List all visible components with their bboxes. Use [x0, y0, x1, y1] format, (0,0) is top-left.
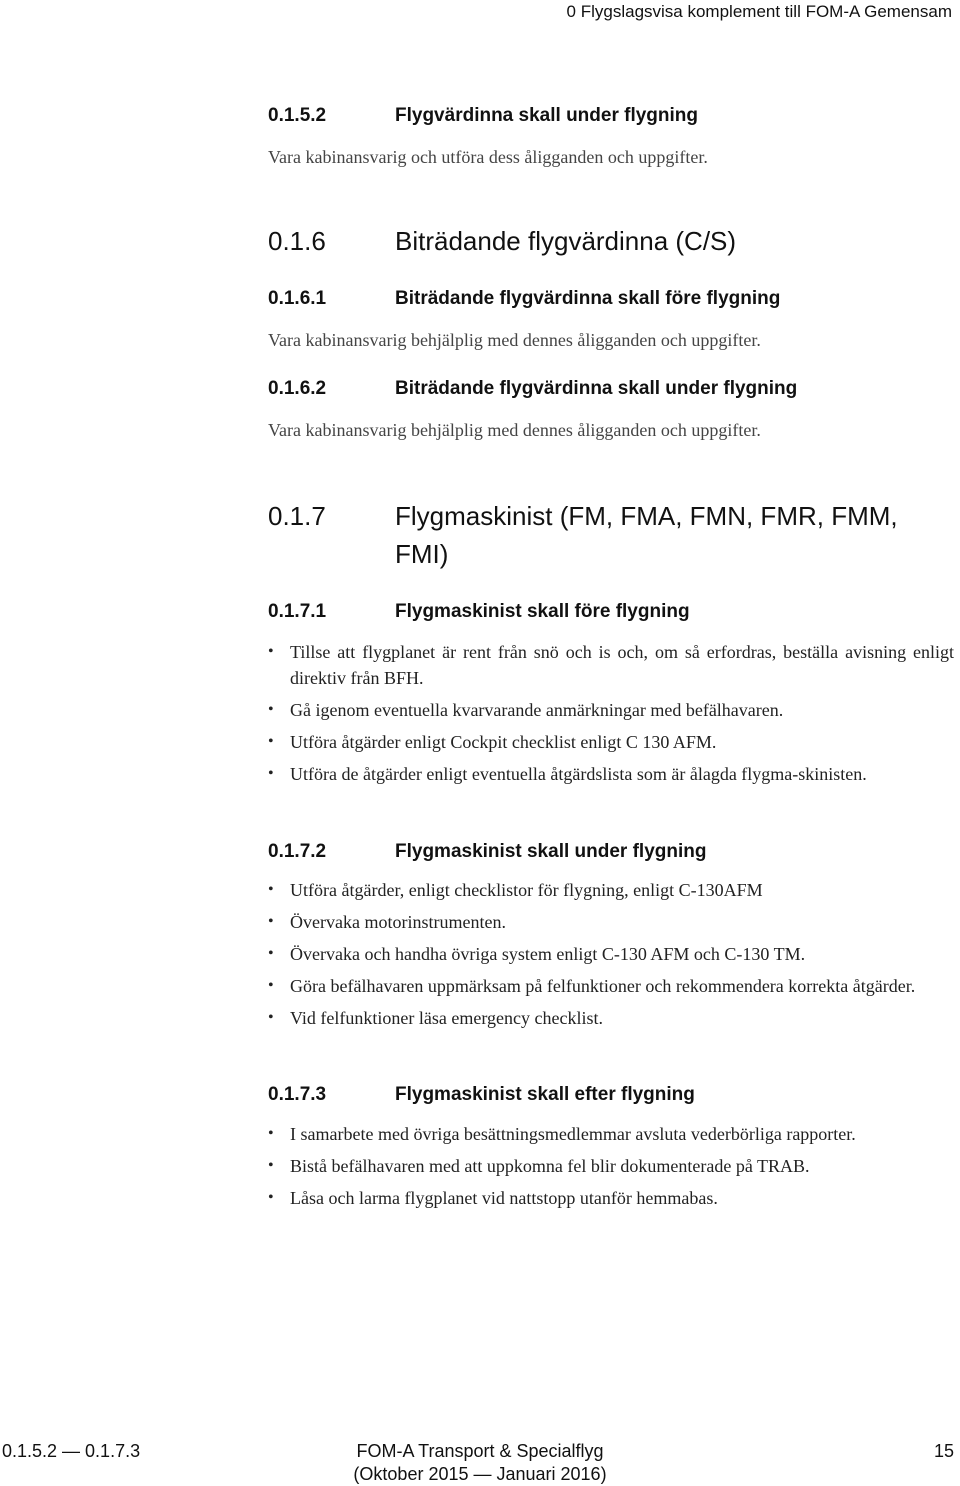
- section-title: Flygmaskinist skall efter flygning: [395, 1084, 695, 1105]
- bullet-icon: •: [268, 701, 274, 718]
- list-item: [268, 1121, 954, 1147]
- list-item-text: Låsa och larma flygplanet vid nattstopp utanför hemmabas.: [290, 1188, 718, 1208]
- bullet-icon: •: [268, 977, 274, 994]
- bullet-icon: •: [268, 1009, 274, 1026]
- list-item-text: Bistå befälhavaren med att uppkomna fel blir dokumenterade på TRAB.: [290, 1156, 810, 1176]
- chapter-title: Biträdande flygvärdinna (C/S): [395, 226, 737, 256]
- list-item: [268, 909, 954, 935]
- section-title: Biträdande flygvärdinna skall under flygning: [395, 378, 798, 399]
- list-item-text: Göra befälhavaren uppmärksam på felfunktioner och rekommendera korrekta åtgärder.: [290, 976, 916, 996]
- list-item: [268, 761, 954, 787]
- section-title: Flygmaskinist skall före flygning: [395, 601, 690, 622]
- section-text-0152: Vara kabinansvarig och utföra dess åligganden och uppgifter.: [268, 147, 708, 167]
- bullet-icon: •: [268, 945, 274, 962]
- chapter-title: Flygmaskinist (FM, FMA, FMN, FMR, FMM, FMI): [395, 501, 898, 569]
- bullet-list-0173: [268, 1121, 954, 1217]
- list-item-text: Gå igenom eventuella kvarvarande anmärkningar med befälhavaren.: [290, 700, 784, 720]
- section-text-0161: Vara kabinansvarig behjälplig med dennes åligganden och uppgifter.: [268, 330, 761, 350]
- running-header: 0 Flygslagsvisa komplement till FOM-A Gemensam: [566, 2, 952, 21]
- list-item: [268, 877, 954, 903]
- section-title: Biträdande flygvärdinna skall före flygning: [395, 288, 781, 309]
- list-item: [268, 941, 954, 967]
- bullet-icon: •: [268, 881, 274, 898]
- section-number: 0.1.6.2: [268, 378, 327, 399]
- list-item-text: Tillse att flygplanet är rent från snö och is och, om så erfordras, beställa avisning enligt direktiv från BFH.: [290, 642, 954, 688]
- list-item-text: I samarbete med övriga besättningsmedlemmar avsluta vederbörliga rapporter.: [290, 1124, 856, 1144]
- chapter-number: 0.1.6: [268, 226, 326, 256]
- bullet-icon: •: [268, 765, 274, 782]
- list-item: [268, 697, 954, 723]
- bullet-icon: •: [268, 1157, 274, 1174]
- chapter-number: 0.1.7: [268, 501, 326, 531]
- list-item-text: Utföra åtgärder enligt Cockpit checklist enligt C 130 AFM.: [290, 732, 717, 752]
- section-title: Flygmaskinist skall under flygning: [395, 841, 707, 862]
- bullet-list-0172: [268, 877, 954, 1037]
- list-item-text: Vid felfunktioner läsa emergency checklist.: [290, 1008, 603, 1028]
- list-item: [268, 1153, 954, 1179]
- section-text-0162: Vara kabinansvarig behjälplig med dennes åligganden och uppgifter.: [268, 420, 761, 440]
- section-number: 0.1.7.1: [268, 601, 327, 622]
- list-item: [268, 729, 954, 755]
- bullet-list-0171: [268, 639, 954, 793]
- footer-range: 0.1.5.2 — 0.1.7.3: [2, 1441, 141, 1461]
- section-number: 0.1.7.2: [268, 841, 327, 862]
- footer-doc-title: [280, 1440, 680, 1486]
- bullet-icon: •: [268, 1125, 274, 1142]
- section-number: 0.1.5.2: [268, 105, 327, 126]
- section-number: 0.1.7.3: [268, 1084, 327, 1105]
- list-item-text: Utföra åtgärder, enligt checklistor för flygning, enligt C-130AFM: [290, 880, 763, 900]
- page-number: 15: [933, 1441, 954, 1461]
- list-item: [268, 639, 954, 691]
- list-item: [268, 973, 954, 999]
- list-item-text: Utföra de åtgärder enligt eventuella åtgärdslista som är ålagda flygma-skinisten.: [290, 764, 867, 784]
- list-item-text: Övervaka motorinstrumenten.: [290, 912, 506, 932]
- bullet-icon: •: [268, 733, 274, 750]
- footer-date-line: (Oktober 2015 — Januari 2016): [353, 1464, 607, 1484]
- section-title: Flygvärdinna skall under flygning: [395, 105, 698, 126]
- list-item-text: Övervaka och handha övriga system enligt C-130 AFM och C-130 TM.: [290, 944, 806, 964]
- list-item: [268, 1185, 954, 1211]
- list-item: [268, 1005, 954, 1031]
- footer-title-line: FOM-A Transport & Specialflyg: [356, 1441, 604, 1461]
- bullet-icon: •: [268, 913, 274, 930]
- bullet-icon: •: [268, 643, 274, 660]
- section-number: 0.1.6.1: [268, 288, 327, 309]
- bullet-icon: •: [268, 1189, 274, 1206]
